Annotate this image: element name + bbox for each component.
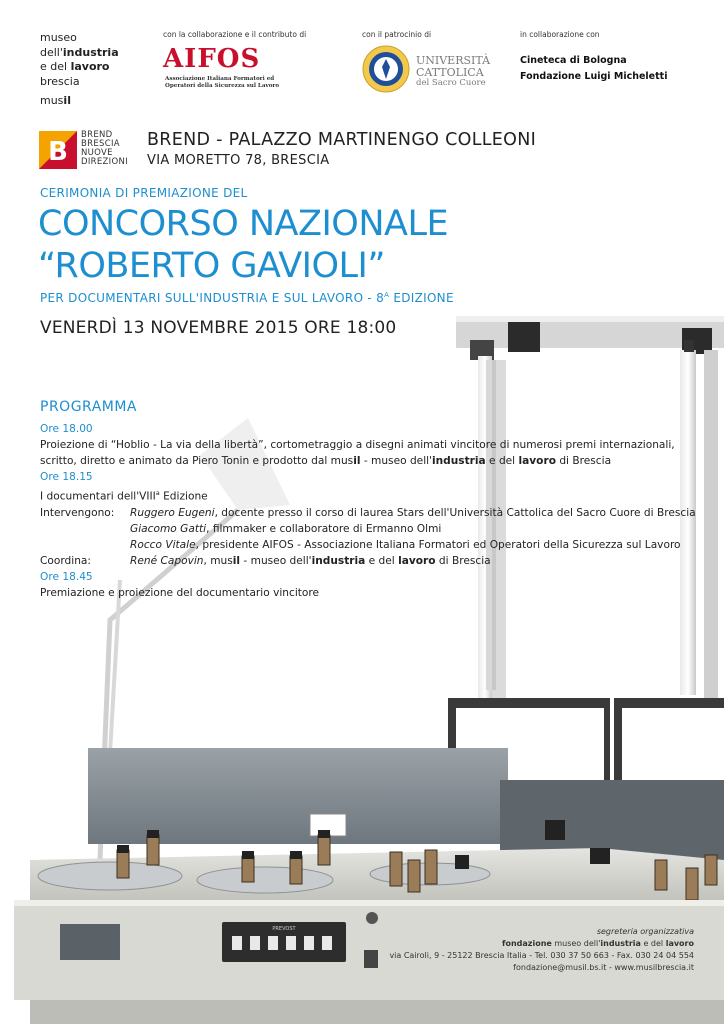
coord-c: - museo dell': [240, 554, 312, 567]
venue-address: VIA MORETTO 78, BRESCIA: [147, 153, 330, 168]
program-coordinator: [40, 553, 710, 569]
collab-org2: Fondazione Luigi Micheletti: [520, 71, 668, 82]
musil-line2-prefix: dell': [40, 45, 63, 59]
program-t3-line1: Premiazione e proiezione del documentario vincitore: [40, 586, 320, 599]
musil-line5-prefix: mus: [40, 94, 64, 107]
t2-line1-sup: a: [155, 489, 160, 497]
t1-line2-a: scritto, diretto e animato da Piero Tonin e prodotto dal mus: [40, 455, 354, 467]
venue-name: BREND - PALAZZO MARTINENGO COLLEONI: [147, 130, 537, 150]
coord-f: lavoro: [398, 554, 436, 567]
universita-name1: UNIVERSITÀ: [416, 54, 491, 67]
speaker-2-desc: , filmmaker e collaboratore di Ermanno Olmi: [206, 522, 442, 535]
musil-line3-bold: lavoro: [70, 60, 110, 73]
brend-text-2: BRESCIA: [81, 139, 120, 149]
brend-text-1: BREND: [81, 130, 113, 140]
collab-orgs: [520, 53, 667, 85]
collab-org1: Cineteca di Bologna: [520, 55, 627, 66]
t1-line2-f: lavoro: [518, 455, 556, 467]
program-title: PROGRAMMA: [40, 399, 138, 415]
aifos-logo: [163, 44, 260, 74]
t1-line2-b: il: [353, 455, 361, 467]
universita-name: [416, 55, 490, 90]
speaker-1-desc: , docente presso il corso di laurea Stars dell'Università Cattolica del Sacro Cuore di Brescia: [214, 506, 696, 519]
event-title-line2: “ROBERTO GAVIOLI”: [38, 246, 385, 286]
speaker-1-name: Ruggero Eugeni: [130, 506, 215, 519]
speaker-3-desc: , presidente AIFOS - Associazione Italiana Formatori ed Operatori della Sicurezza sul Lavoro: [195, 538, 681, 551]
program-t1-line2: [40, 453, 710, 469]
intervengono-label: Intervengono:: [40, 506, 115, 519]
event-title-line1: CONCORSO NAZIONALE: [38, 204, 449, 244]
program-t1-line1: Proiezione di “Hoblio - La via della libertà”, cortometraggio a disegni animati vincitore di numerosi premi internazionali,: [40, 439, 675, 451]
coord-g: di Brescia: [435, 554, 491, 567]
program-t2-line1: [40, 485, 710, 505]
musil-line1: museo: [40, 31, 77, 44]
musil-logo: [40, 31, 119, 109]
footer-line2-d: e del: [640, 939, 666, 948]
t2-line1-b: Edizione: [159, 490, 208, 503]
footer-line2-c: industria: [600, 939, 641, 948]
footer-line1: segreteria organizzativa: [596, 927, 694, 936]
event-subtitle-sup: A: [384, 291, 390, 299]
program-body: [40, 421, 710, 601]
musil-line5: [40, 94, 119, 109]
program-time-1: Ore 18.00: [40, 423, 93, 435]
footer-contacts: [389, 926, 694, 974]
musil-line5-bold: il: [63, 94, 71, 107]
speaker-3-name: Rocco Vitale: [130, 538, 196, 551]
event-subtitle-end: EDIZIONE: [389, 291, 454, 305]
event-subtitle-text: PER DOCUMENTARI SULL'INDUSTRIA E SUL LAVORO - 8: [40, 291, 385, 305]
coord-e: e del: [365, 554, 399, 567]
program-time-2: Ore 18.15: [40, 471, 93, 483]
machine-plate-text: PREVOST: [272, 926, 296, 932]
coord-b: il: [232, 554, 241, 567]
aifos-caption: con la collaborazione e il contributo di: [163, 30, 307, 39]
footer-line2-e: lavoro: [665, 939, 694, 948]
t1-line2-g: di Brescia: [555, 455, 612, 467]
universita-seal-icon: [362, 45, 410, 93]
universita-name2: CATTOLICA: [416, 65, 484, 79]
universita-name3: del Sacro Cuore: [416, 78, 486, 88]
footer-line2-b: museo dell': [551, 939, 601, 948]
universita-caption: con il patrocinio di: [362, 30, 432, 39]
brend-logo-icon: [39, 131, 77, 169]
brend-text-3: NUOVE: [81, 148, 113, 158]
brend-logo-text: [81, 131, 128, 167]
footer-line2-a: fondazione: [502, 939, 552, 948]
collab-caption: in collaborazione con: [520, 30, 600, 39]
musil-line3-prefix: e del: [40, 60, 71, 73]
footer-line3: via Cairoli, 9 - 25122 Brescia Italia - Tel. 030 37 50 663 - Fax. 030 24 04 554: [389, 951, 694, 960]
musil-line2-bold: industria: [62, 45, 119, 59]
event-date: VENERDÌ 13 NOVEMBRE 2015 ORE 18:00: [40, 318, 397, 338]
t1-line2-c: - museo dell': [360, 455, 432, 467]
event-kicker: CERIMONIA DI PREMIAZIONE DEL: [40, 186, 248, 200]
aifos-logo-text: AIFOS: [163, 44, 261, 74]
program-time-3: Ore 18.45: [40, 570, 93, 583]
musil-line2: [40, 46, 119, 61]
program-speaker-1: [40, 505, 710, 521]
svg-text:B: B: [48, 137, 68, 167]
t2-line1-a: I documentari dell'VIII: [40, 490, 156, 503]
event-subtitle: [40, 291, 454, 305]
aifos-sub1: Associazione Italiana Formatori ed: [165, 76, 275, 82]
aifos-sub2: Operatori della Sicurezza sul Lavoro: [165, 83, 280, 89]
coordina-label: Coordina:: [40, 554, 91, 567]
speaker-2-name: Giacomo Gatti: [130, 522, 207, 535]
program-speaker-2: [40, 521, 710, 537]
coord-d: industria: [311, 554, 366, 567]
footer-line2: [389, 938, 694, 950]
coord-a: , mus: [203, 554, 233, 567]
musil-line4: brescia: [40, 74, 80, 88]
coordinator-name: René Capovin: [130, 554, 204, 567]
brend-text-4: DIREZIONI: [81, 157, 128, 167]
aifos-subtitle: [165, 76, 279, 90]
musil-line3: [40, 60, 119, 75]
footer-line4: fondazione@musil.bs.it - www.musilbrescia.it: [513, 963, 694, 972]
t1-line2-d: industria: [432, 455, 486, 467]
t1-line2-e: e del: [485, 455, 519, 467]
program-speaker-3: [40, 537, 710, 553]
